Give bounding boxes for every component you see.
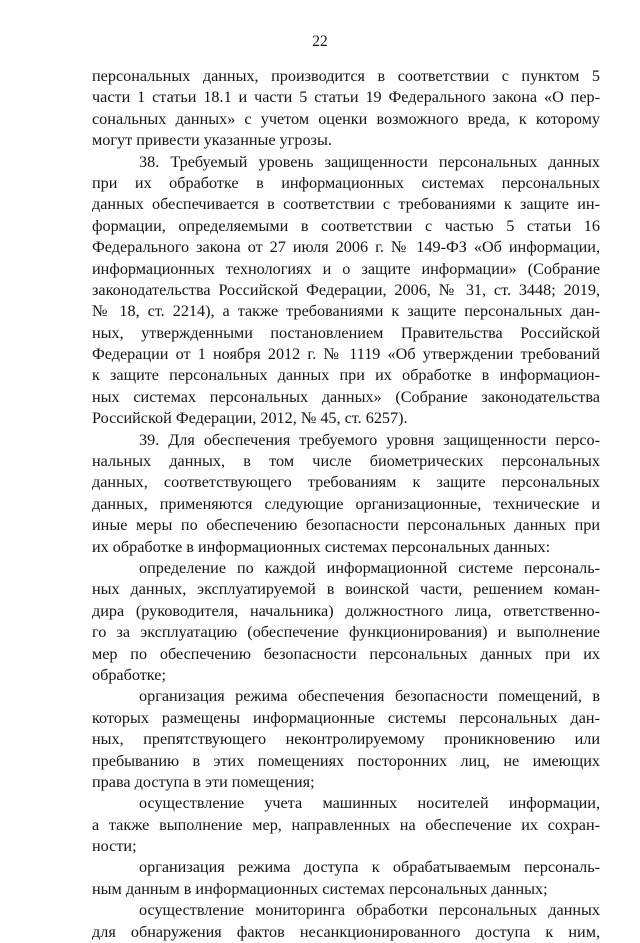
- document-body: [92, 66, 600, 943]
- text-line: организация режима обеспечения безопасности помещений, в: [139, 687, 600, 706]
- text-line: определение по каждой информационной системе персональ-: [139, 558, 600, 577]
- page-number: 22: [312, 33, 328, 50]
- text-line: осуществление учета машинных носителей информации,: [139, 794, 600, 813]
- text-line: иные меры по обеспечению безопасности персональных данных при: [92, 516, 600, 535]
- text-line: осуществление мониторинга обработки персональных данных: [139, 901, 600, 920]
- text-line: Федерации от 1 ноября 2012 г. № 1119 «Об утверждении требований: [92, 345, 600, 364]
- text-line: ных, утвержденными постановлением Правительства Российской: [92, 323, 600, 342]
- text-line: ных данных, эксплуатируемой в воинской части, решением коман-: [92, 580, 600, 599]
- text-line: могут привести указанные угрозы.: [92, 131, 332, 150]
- text-line: формации, определяемыми в соответствии с частью 5 статьи 16: [92, 216, 600, 235]
- text-line: их обработке в информационных системах персональных данных:: [92, 537, 551, 556]
- text-line: пребыванию в этих помещениях посторонних лиц, не имеющих: [92, 751, 600, 770]
- text-line: Российской Федерации, 2012, № 45, ст. 6257).: [92, 409, 408, 428]
- text-line: законодательства Российской Федерации, 2006, № 31, ст. 3448; 2019,: [92, 280, 600, 299]
- text-line: части 1 статьи 18.1 и части 5 статьи 19 Федерального закона «О пер-: [92, 88, 600, 107]
- text-line: ных, препятствующего неконтролируемому проникновению или: [92, 730, 600, 749]
- text-line: 38. Требуемый уровень защищенности персональных данных: [139, 152, 600, 171]
- text-line: ным данным в информационных системах персональных данных;: [92, 879, 548, 898]
- text-line: данных обеспечивается в соответствии с требованиями к защите ин-: [92, 195, 600, 214]
- text-line: которых размещены информационные системы персональных дан-: [92, 708, 600, 727]
- text-line: при их обработке в информационных системах персональных: [92, 173, 600, 192]
- text-line: Федерального закона от 27 июля 2006 г. № 149-ФЗ «Об информации,: [92, 238, 600, 257]
- text-line: обработке;: [92, 665, 166, 684]
- text-line: 39. Для обеспечения требуемого уровня защищенности персо-: [139, 430, 600, 449]
- text-line: ных системах персональных данных» (Собрание законодательства: [92, 387, 600, 406]
- text-line: ности;: [92, 837, 137, 856]
- text-line: информационных технологиях и о защите информации» (Собрание: [92, 259, 600, 278]
- text-line: права доступа в эти помещения;: [92, 772, 315, 791]
- text-line: для обнаружения фактов несанкционированного доступа к ним,: [92, 922, 600, 941]
- text-line: а также выполнение мер, направленных на обеспечение их сохран-: [92, 815, 600, 834]
- text-line: дира (руководителя, начальника) должностного лица, ответственно-: [92, 601, 600, 620]
- text-line: № 18, ст. 2214), а также требованиями к защите персональных дан-: [92, 302, 600, 321]
- text-line: персональных данных, производится в соответствии с пунктом 5: [92, 67, 600, 85]
- text-line: данных, применяются следующие организационные, технические и: [92, 494, 600, 513]
- text-line: нальных данных, в том числе биометрических персональных: [92, 452, 600, 471]
- text-line: сональных данных» с учетом оценки возможного вреда, к которому: [92, 109, 600, 128]
- text-line: к защите персональных данных при их обработке в информацион-: [92, 366, 600, 385]
- text-line: го за эксплуатацию (обеспечение функционирования) и выполнение: [92, 623, 600, 642]
- text-line: данных, соответствующего требованиям к защите персональных: [92, 473, 600, 492]
- text-line: мер по обеспечению безопасности персональных данных при их: [92, 644, 600, 663]
- text-line: организация режима доступа к обрабатываемым персональ-: [139, 858, 600, 877]
